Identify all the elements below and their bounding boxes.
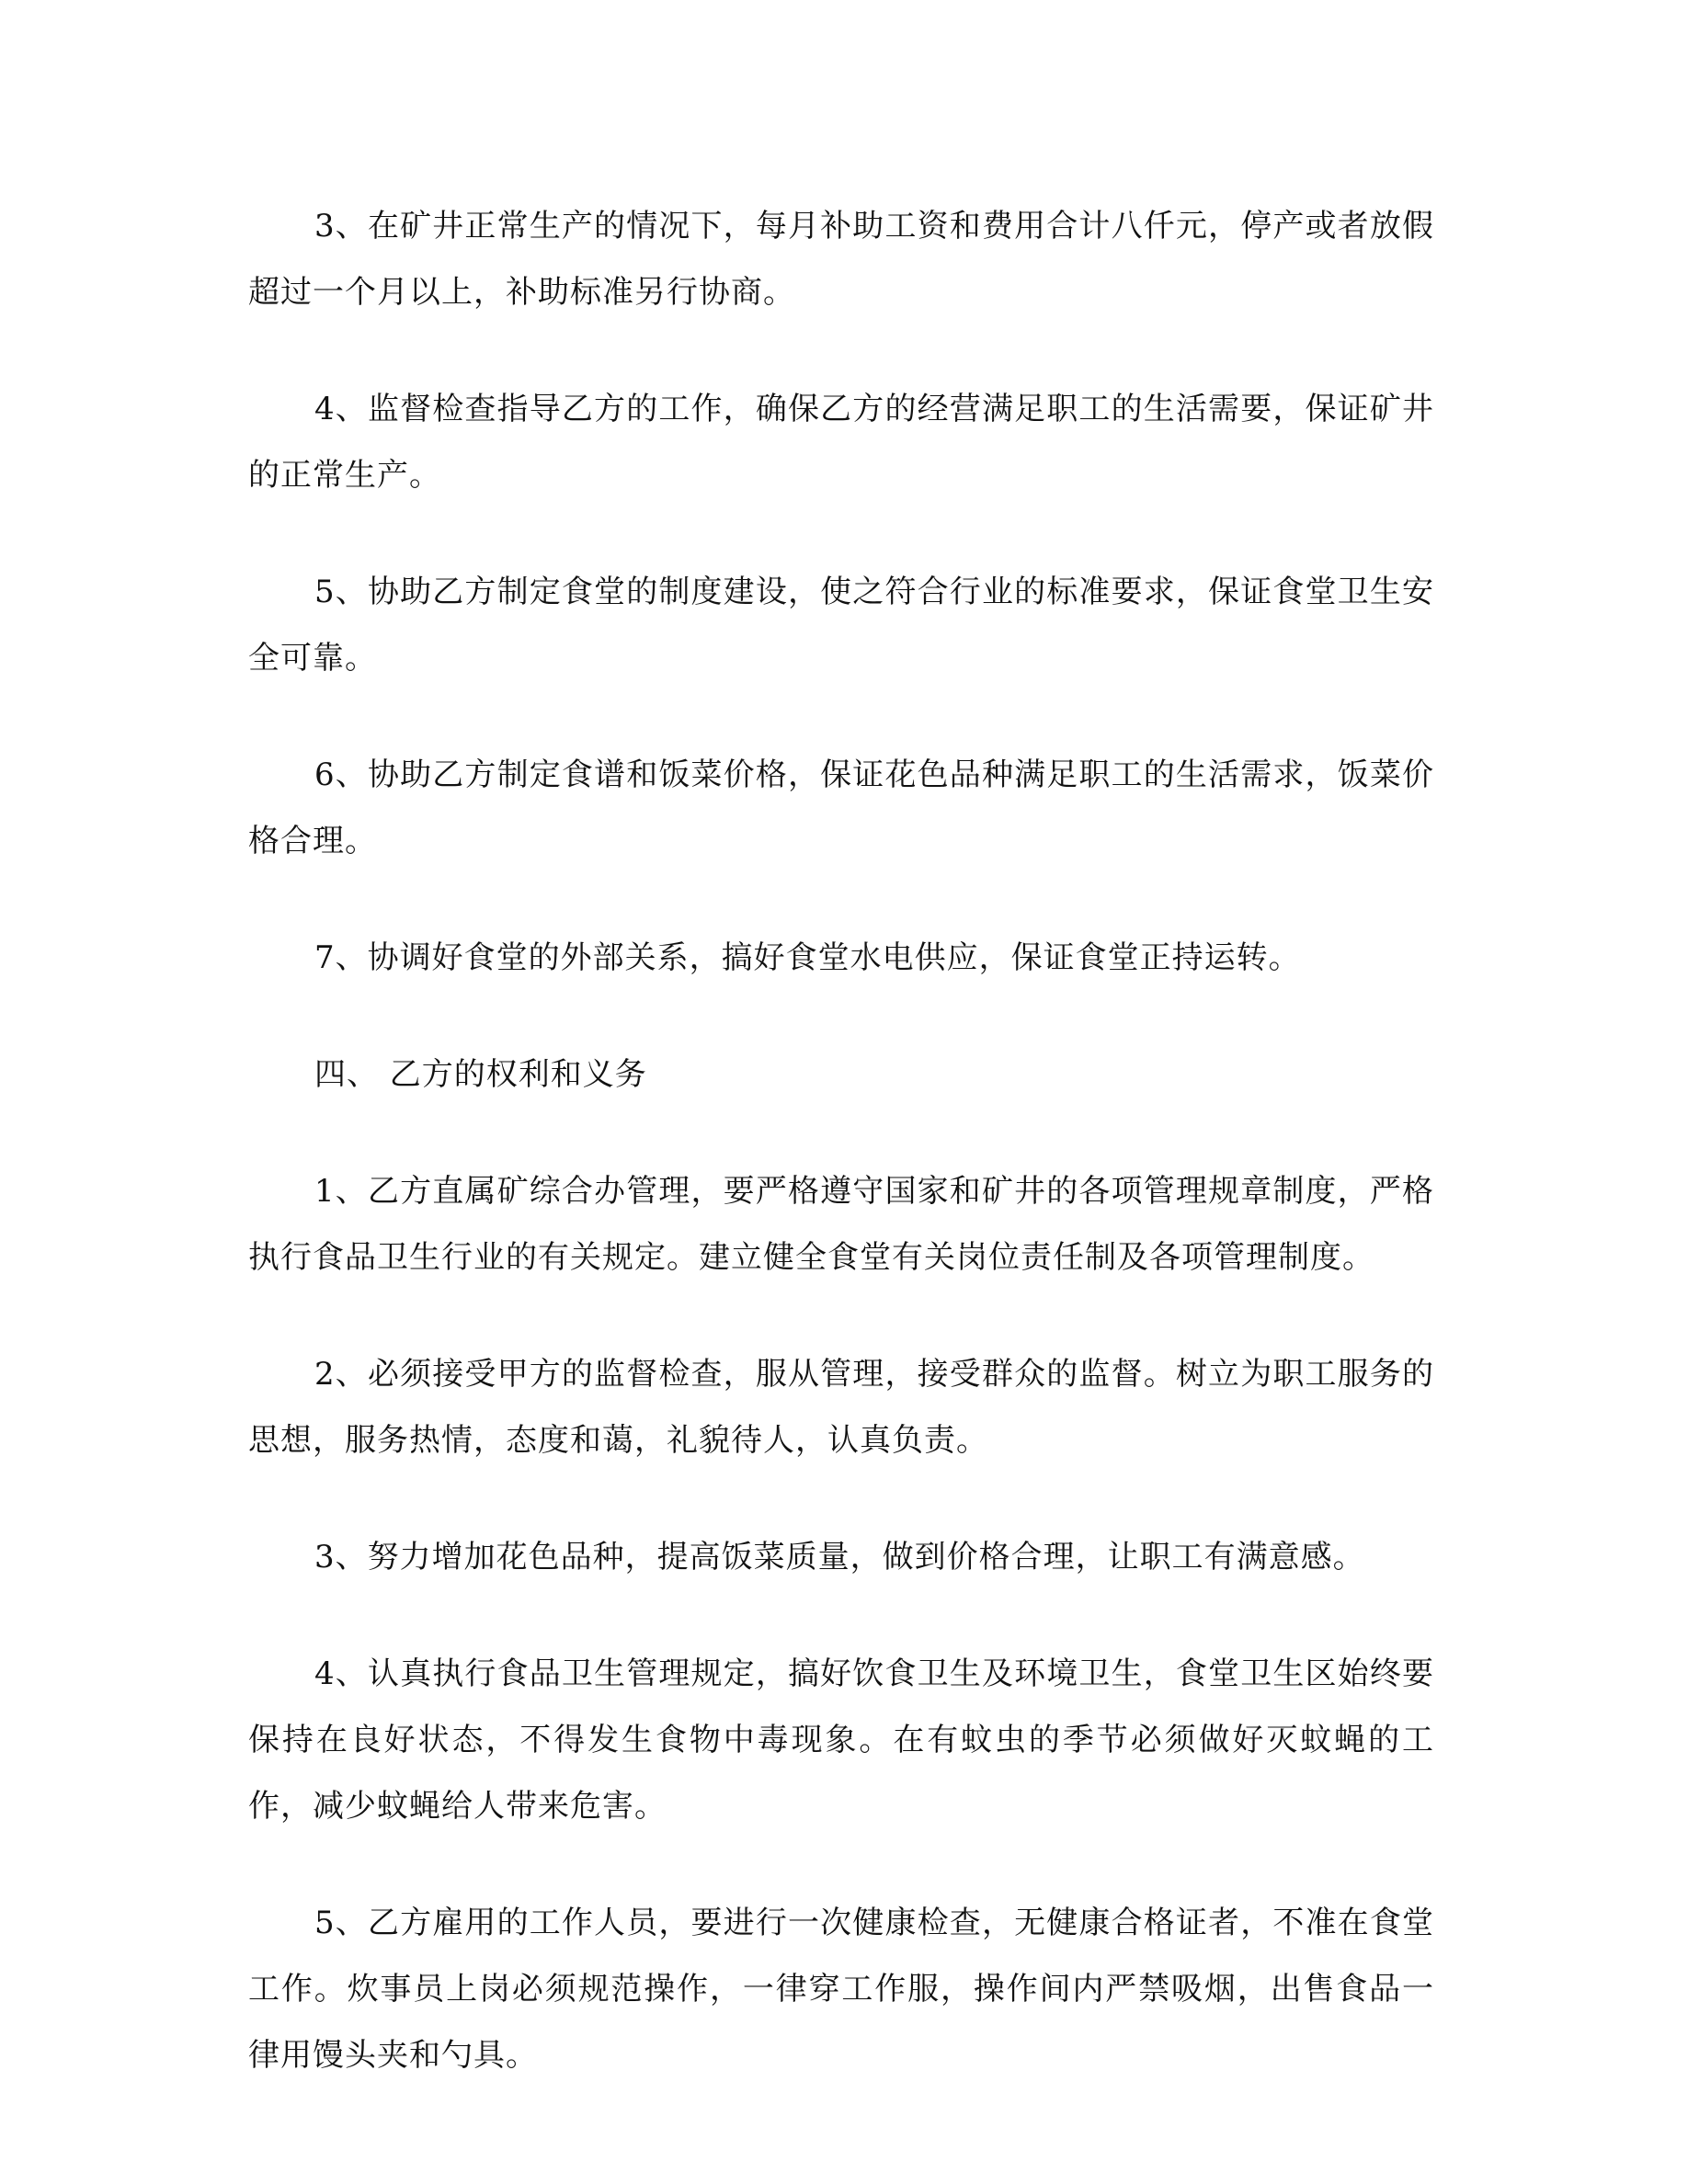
document-body <box>248 193 1434 2139</box>
clause-b3: 3、努力增加花色品种，提高饭菜质量，做到价格合理，让职工有满意感。 <box>314 1539 1365 1575</box>
clause-b1: 1、乙方直属矿综合办管理，要严格遵守国家和矿井的各项管理规章制度，严格执行食品卫生行业的有关规定。建立健全食堂有关岗位责任制及各项管理制度。 <box>248 1173 1434 1276</box>
clause-a7: 7、协调好食堂的外部关系，搞好食堂水电供应，保证食堂正持运转。 <box>314 939 1301 976</box>
clause-b5: 5、乙方雇用的工作人员，要进行一次健康检查，无健康合格证者，不准在食堂工作。炊事员上岗必须规范操作，一律穿工作服，操作间内严禁吸烟，出售食品一律用馒头夹和勺具。 <box>248 1905 1434 2074</box>
clause-b2: 2、必须接受甲方的监督检查，服从管理，接受群众的监督。树立为职工服务的思想，服务热情，态度和蔼，礼貌待人，认真负责。 <box>248 1356 1434 1459</box>
clause-a4: 4、监督检查指导乙方的工作，确保乙方的经营满足职工的生活需要，保证矿井的正常生产。 <box>248 391 1434 494</box>
clause-b4: 4、认真执行食品卫生管理规定，搞好饮食卫生及环境卫生，食堂卫生区始终要保持在良好状态，不得发生食物中毒现象。在有蚊虫的季节必须做好灭蚊蝇的工作，减少蚊蝇给人带来危害。 <box>248 1655 1434 1825</box>
clause-a3: 3、在矿井正常生产的情况下，每月补助工资和费用合计八仟元，停产或者放假超过一个月以上，补助标准另行协商。 <box>248 208 1434 311</box>
clause-a6: 6、协助乙方制定食谱和饭菜价格，保证花色品种满足职工的生活需求，饭菜价格合理。 <box>248 756 1434 859</box>
section-heading: 四、 乙方的权利和义务 <box>314 1056 647 1093</box>
clause-a5: 5、协助乙方制定食堂的制度建设，使之符合行业的标准要求，保证食堂卫生安全可靠。 <box>248 574 1434 677</box>
